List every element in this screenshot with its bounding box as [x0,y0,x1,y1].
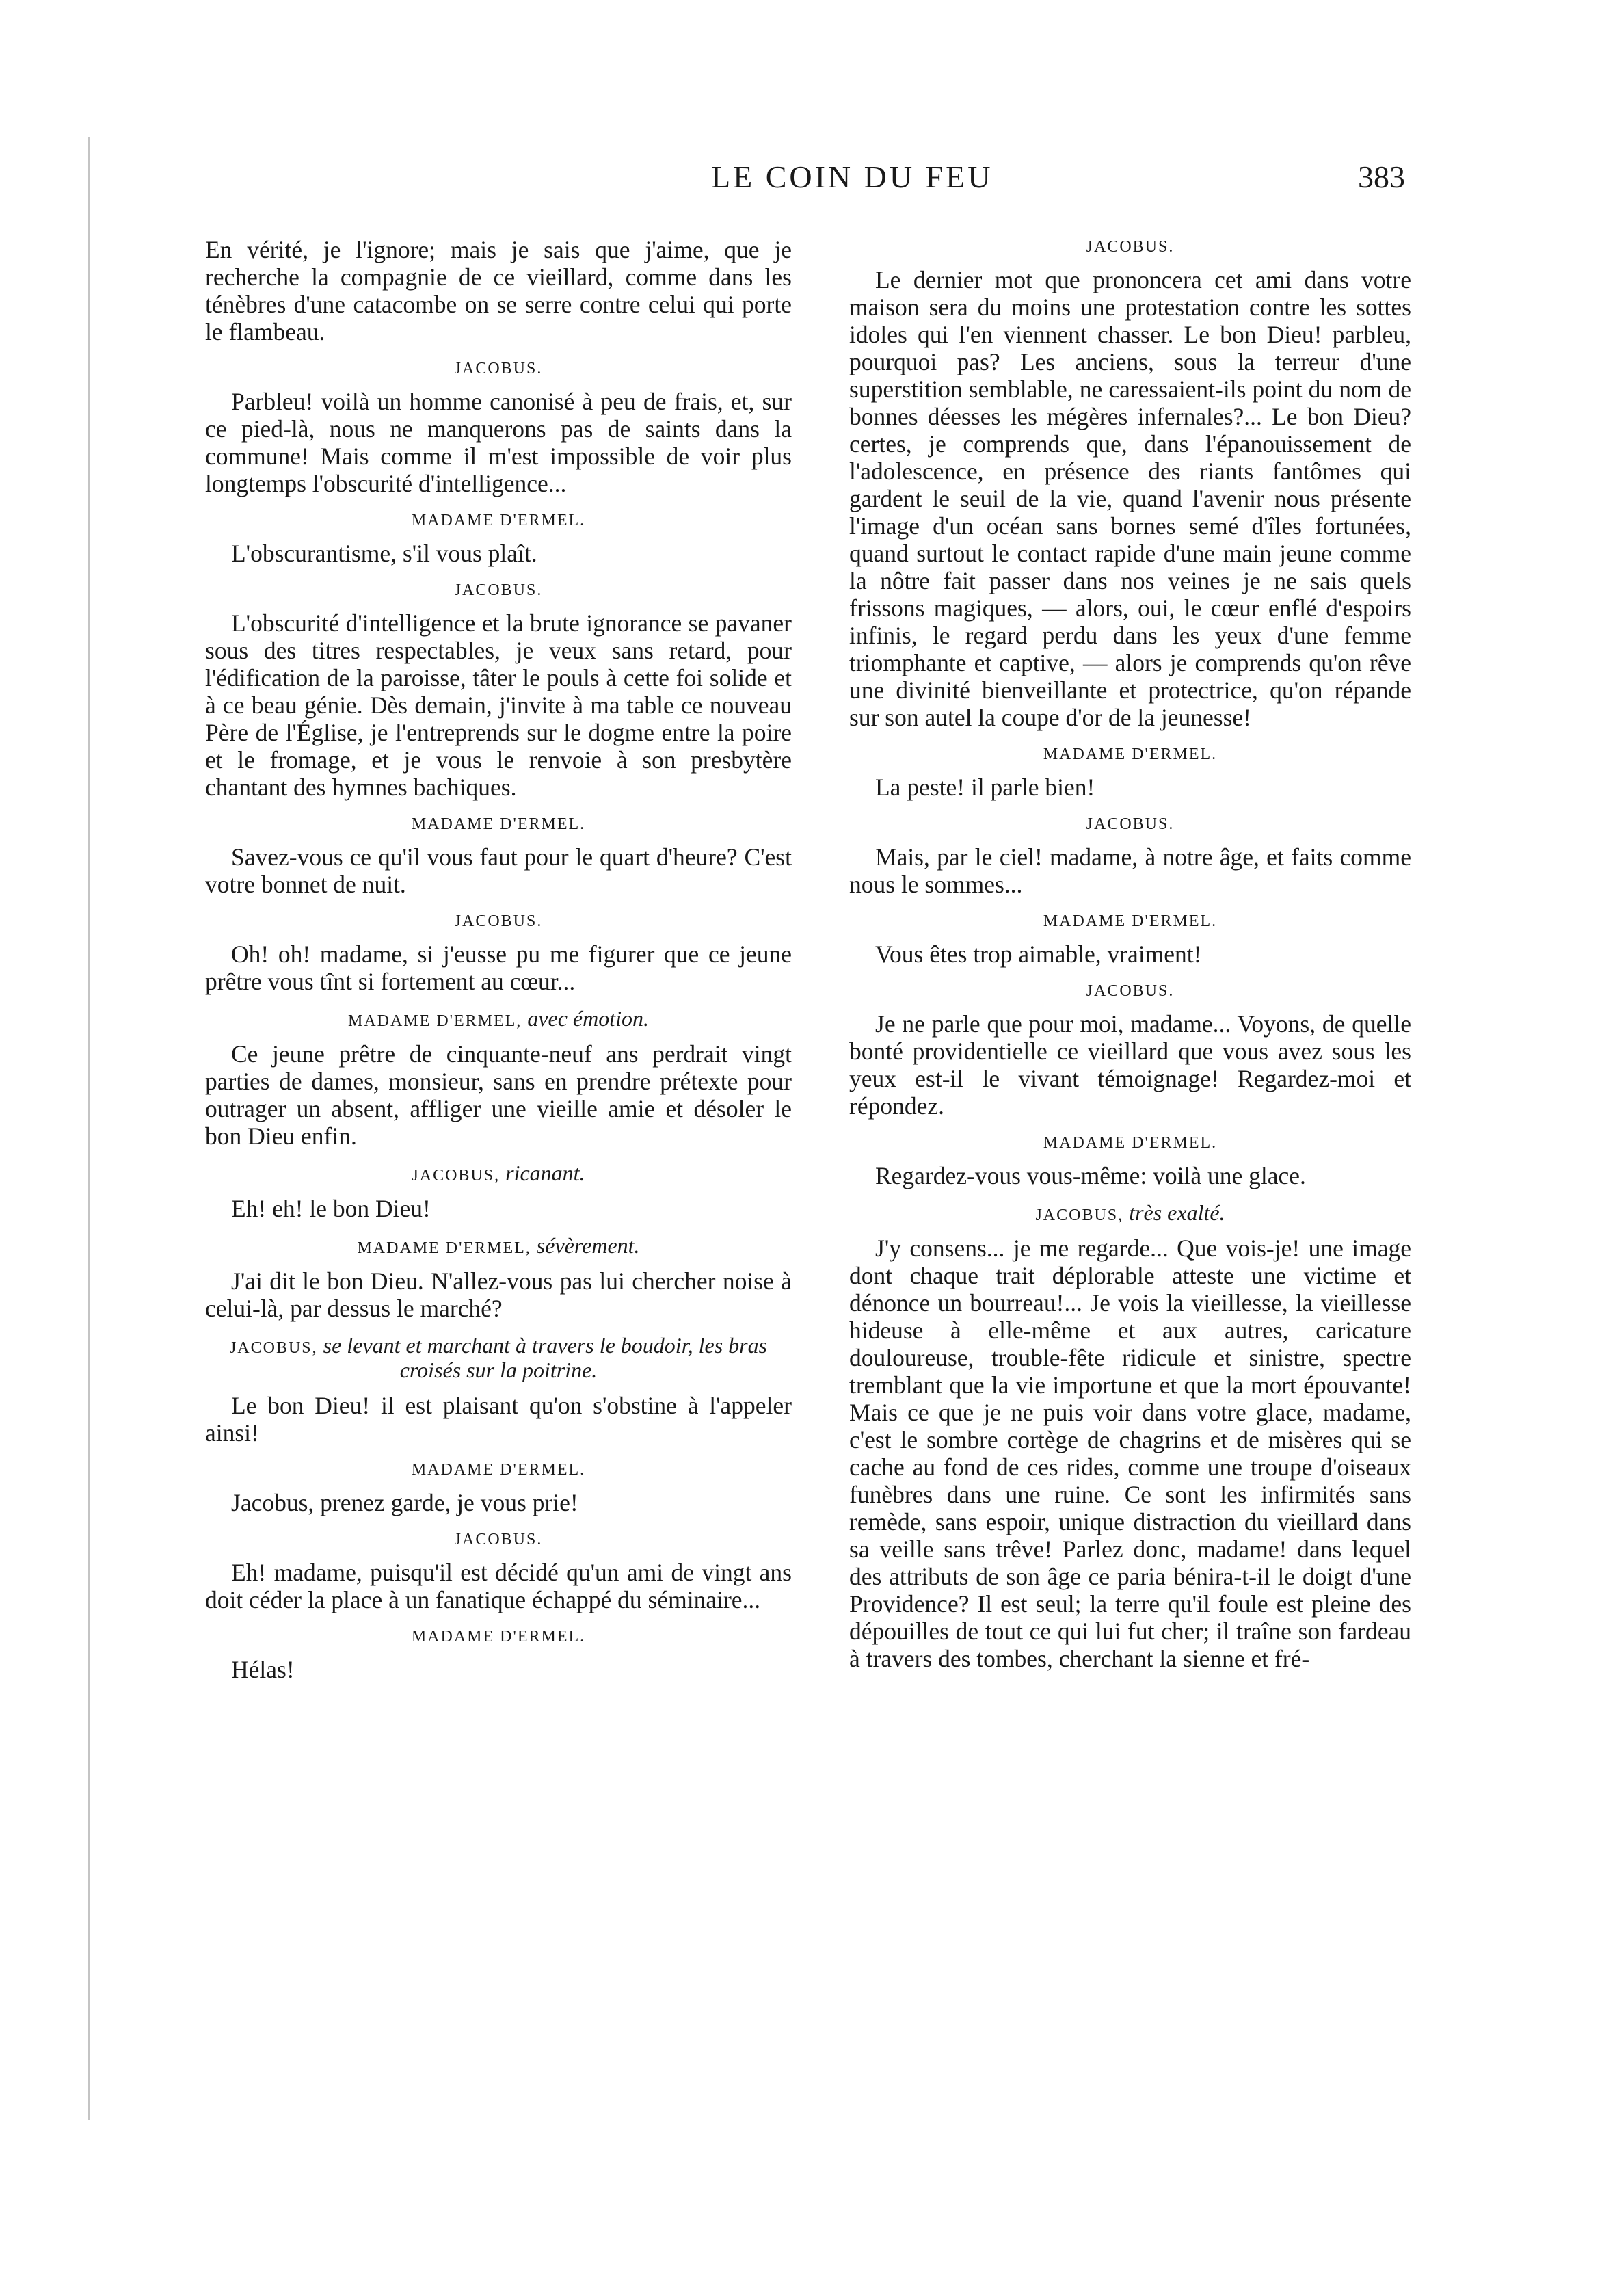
stage-direction: avec émotion. [527,1006,650,1031]
speaker-name: JACOBUS. [1086,982,1175,1000]
speaker-heading [849,236,1411,258]
speaker-heading [849,1202,1411,1226]
speaker-heading [205,358,792,380]
speech-text: Parbleu! voilà un homme canonisé à peu de frais, et, sur ce pied-là, nous ne manquerons pas de saints dans la commune! Mais comme il m'est impossible de voir plus longtemps l'obscurité d'intelligence... [205,388,792,497]
speaker-name: JACOBUS, [229,1339,318,1357]
speech-text: En vérité, je l'ignore; mais je sais que j'aime, que je recherche la compagnie de ce vieillard, comme dans les ténèbres d'une catacombe on se serre contre celui qui porte le flambeau. [205,236,792,345]
speaker-name: JACOBUS. [454,1531,543,1548]
speaker-name: JACOBUS. [454,581,543,599]
speech-text: L'obscurité d'intelligence et la brute ignorance se pavaner sous des titres respectables, je veux sans retard, pour l'édification de la paroisse, tâter le pouls à cette foi solide et à ce beau génie. Dès demain, j'invite à ma table ce nouveau Père de l'Église, je l'entreprends sur le dogme entre la poire et le fromage, et je vous le renvoie à son presbytère chantant des hymnes bachiques. [205,609,792,801]
speaker-heading [205,813,792,835]
speaker-name: MADAME D'ERMEL, [357,1239,531,1257]
speech-text: Oh! oh! madame, si j'eusse pu me figurer que ce jeune prêtre vous tînt si fortement au cœur... [205,940,792,995]
speaker-name: JACOBUS. [1086,238,1175,256]
speech-text: Regardez-vous vous-même: voilà une glace. [875,1162,1306,1189]
speaker-heading [205,1626,792,1648]
speaker-name: JACOBUS, [412,1167,500,1185]
speaker-heading [849,813,1411,835]
speaker-name: MADAME D'ERMEL. [1043,1134,1218,1152]
running-title: LE COIN DU FEU [711,159,993,194]
running-head [0,159,1602,207]
speaker-name: MADAME D'ERMEL, [347,1012,522,1030]
right-column [849,236,1411,1672]
stage-direction: ricanant. [505,1161,585,1185]
speaker-heading [205,1334,792,1384]
speaker-name: JACOBUS. [454,360,543,378]
speaker-heading [849,743,1411,765]
speaker-name: MADAME D'ERMEL. [411,1628,586,1646]
speech-text: J'y consens... je me regarde... Que vois-je! une image dont chaque trait déplorable atteste une victime et dénonce un bourreau!... Je vois la vieillesse, la vieillesse hideuse à elle-même et aux autres, caricature douloureuse, trouble-fête ridicule et sinistre, spectre tremblant que la vie importune et que la mort épouvante! Mais ce que je ne puis voir dans votre glace, madame, c'est le sombre cortège de chagrins et de misères qui se cache au fond de ces rides, comme une troupe d'oiseaux funèbres dans une ruine. Ce sont les infirmités sans remède, sans espoir, unique distraction du vieillard dans sa veille sans trêve! Parlez donc, madame! dans lequel des attributs de son âge ce paria bénira-t-il le doigt d'une Providence? Il est seul; la terre qu'il foule est pleine des dépouilles de tout ce qui lui fut cher; il traîne son fardeau à travers des tombes, cherchant la sienne et fré- [849,1235,1411,1672]
speaker-name: JACOBUS. [1086,815,1175,833]
speech-text: Vous êtes trop aimable, vraiment! [875,940,1202,968]
speech-text: L'obscurantisme, s'il vous plaît. [231,540,537,567]
speaker-heading [205,1235,792,1259]
stage-direction: sévèrement. [536,1233,640,1258]
speech-text: Je ne parle que pour moi, madame... Voyons, de quelle bonté providentielle ce vieillard que vous avez sous les yeux est-il le vivant témoignage! Regardez-moi et répondez. [849,1010,1411,1120]
speaker-heading [849,1132,1411,1154]
speech-text: Eh! eh! le bon Dieu! [231,1195,431,1222]
speaker-heading [205,1529,792,1551]
speaker-name: JACOBUS. [454,912,543,930]
speaker-heading [205,910,792,932]
speaker-name: MADAME D'ERMEL. [411,815,586,833]
speech-text: Le bon Dieu! il est plaisant qu'on s'obstine à l'appeler ainsi! [205,1392,792,1447]
speaker-name: MADAME D'ERMEL. [1043,745,1218,763]
speech-text: J'ai dit le bon Dieu. N'allez-vous pas lui chercher noise à celui-là, par dessus le marché? [205,1267,792,1322]
speech-text: Jacobus, prenez garde, je vous prie! [231,1489,578,1516]
speech-text: Mais, par le ciel! madame, à notre âge, et faits comme nous le sommes... [849,843,1411,898]
speech-text: Ce jeune prêtre de cinquante-neuf ans perdrait vingt parties de dames, monsieur, sans en prendre prétexte pour outrager un absent, affliger une vieille amie et désoler le bon Dieu enfin. [205,1040,792,1150]
speaker-heading [205,579,792,601]
stage-direction: se levant et marchant à travers le boudoir, les bras croisés sur la poitrine. [323,1333,768,1382]
speaker-heading [205,1459,792,1481]
speaker-heading [205,510,792,531]
speaker-heading [849,980,1411,1002]
speech-text: Le dernier mot que prononcera cet ami dans votre maison sera du moins une protestation contre les sottes idoles qui l'en viennent chasser. Le bon Dieu! parbleu, pourquoi pas? Les anciens, sous la terreur d'une superstition semblable, ne caressaient-ils point du nom de bonnes déesses les mégères infernales?... Le bon Dieu? certes, je comprends que, dans l'épanouissement de l'adolescence, en présence des riants fantômes qui gardent le seuil de la vie, quand l'avenir nous présente l'image d'un océan sans bornes semé d'îles fortunées, quand surtout le contact rapide d'une main jeune comme la nôtre fait passer dans nos veines je ne sais quels frissons magiques, — alors, oui, le cœur enflé d'espoirs infinis, le regard perdu dans les yeux d'une femme triomphante et captive, — alors je comprends qu'on rêve une divinité bienveillante et protectrice, qu'on répande sur son autel la coupe d'or de la jeunesse! [849,266,1411,731]
speaker-heading [205,1162,792,1187]
speaker-heading [849,910,1411,932]
speech-text: La peste! il parle bien! [875,774,1095,801]
speech-text: Eh! madame, puisqu'il est décidé qu'un ami de vingt ans doit céder la place à un fanatique échappé du séminaire... [205,1559,792,1613]
speaker-name: MADAME D'ERMEL. [1043,912,1218,930]
speaker-name: MADAME D'ERMEL. [411,512,586,529]
binding-edge-mark [88,137,90,2120]
speech-text: Hélas! [231,1656,295,1683]
speaker-heading [205,1007,792,1032]
stage-direction: très exalté. [1129,1200,1225,1225]
speaker-name: MADAME D'ERMEL. [411,1461,586,1479]
page-number: 383 [1358,159,1405,194]
left-column [205,236,792,1683]
speech-text: Savez-vous ce qu'il vous faut pour le quart d'heure? C'est votre bonnet de nuit. [205,843,792,898]
speaker-name: JACOBUS, [1035,1206,1124,1224]
